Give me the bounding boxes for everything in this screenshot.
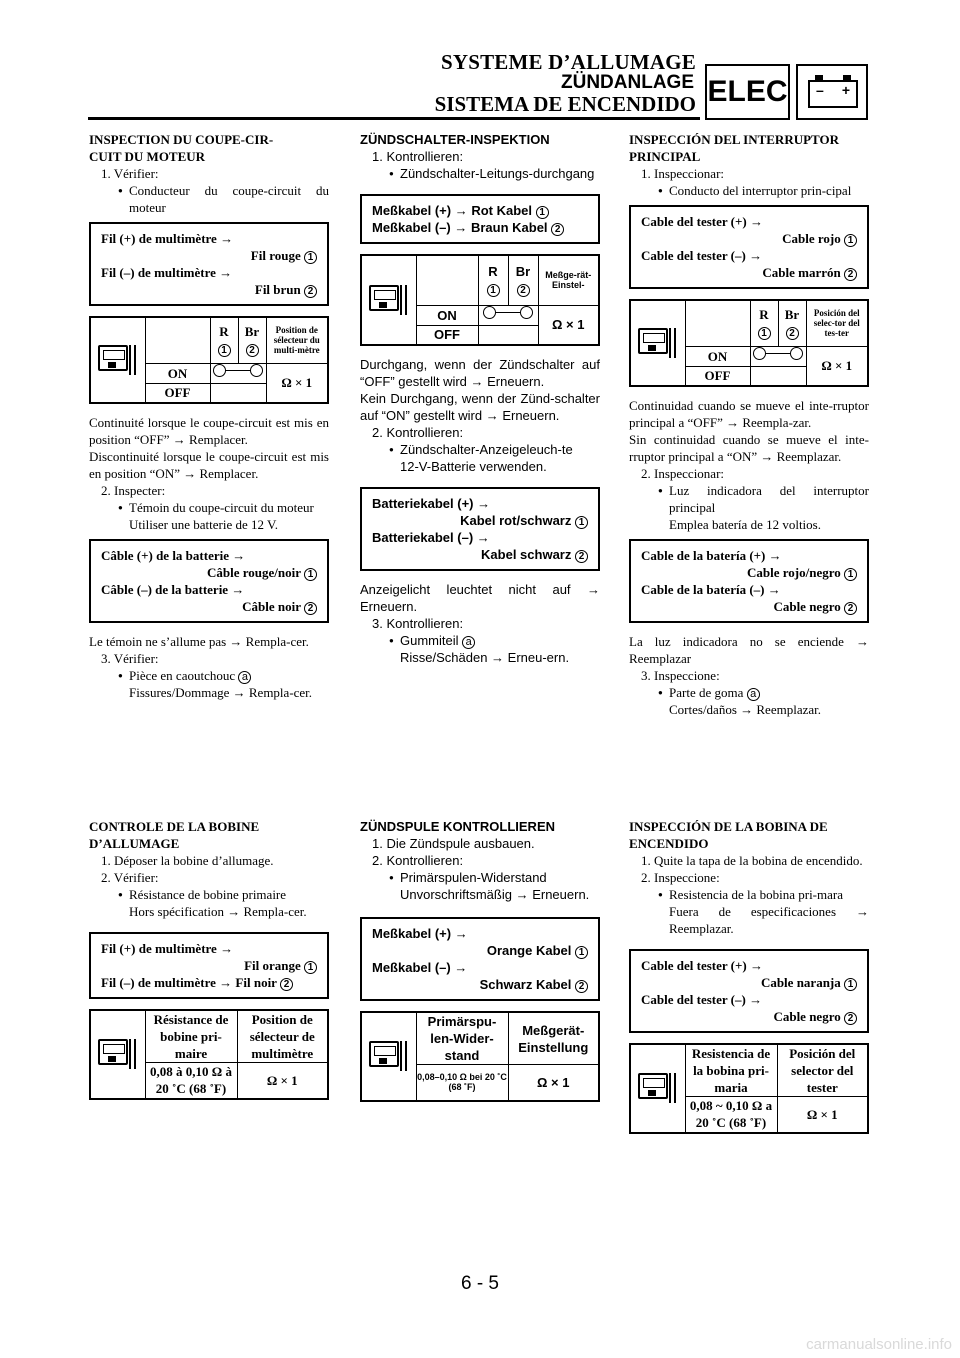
paragraph: La luz indicadora no se enciende → Reemplazar <box>629 634 869 666</box>
bullet-subtext: Utiliser une batterie de 12 V. <box>129 517 278 532</box>
step: 3. Kontrollieren: <box>372 616 464 631</box>
wire-connection-box: Cable de la batería (+) → Cable rojo/negro 1 Cable de la batería (–) → Cable negro 2 <box>629 539 869 623</box>
paragraph: Sin continuidad cuando se mueve el inte-rruptor principal a “ON” → Reemplazar. <box>629 432 869 464</box>
multimeter-icon <box>361 1012 416 1101</box>
section-title: ENCENDIDO <box>629 836 709 851</box>
section-title: INSPECTION DU COUPE-CIR- <box>89 132 274 147</box>
bullet-subtext: 12-V-Batterie verwenden. <box>400 459 547 474</box>
bullet-subtext: Fissures/Dommage → Rempla-cer. <box>129 685 313 700</box>
header-rule <box>88 117 700 120</box>
bullet-item: ● Luz indicadora del interruptor principal <box>629 482 869 516</box>
continuity-table: R 1 Br 2 Meßge-rät-Einstel- ON Ω × 1 OFF <box>360 254 600 346</box>
section-de-ignition-coil <box>360 818 600 1112</box>
step: 2. Inspeccionar: <box>641 466 725 481</box>
step: 1. Inspeccionar: <box>641 166 725 181</box>
wire-connection-box: Batteriekabel (+) → Kabel rot/schwarz 1 Batteriekabel (–) → Kabel schwarz 2 <box>360 487 600 571</box>
wire-connection-box: Fil (+) de multimètre → Fil rouge 1 Fil (–) de multimètre → Fil brun 2 <box>89 222 329 306</box>
step: 1. Kontrollieren: <box>372 149 464 164</box>
step: 1. Quite la tapa de la bobina de encendido. <box>641 853 863 868</box>
bullet-subtext: Emplea batería de 12 voltios. <box>669 517 821 532</box>
section-title: D’ALLUMAGE <box>89 836 180 851</box>
bullet-item: ● Témoin du coupe-circuit du moteur <box>89 499 329 516</box>
multimeter-icon <box>630 1044 685 1133</box>
bullet-subtext: Risse/Schäden → Erneu-ern. <box>400 650 570 665</box>
battery-icon: – + <box>808 80 858 108</box>
bullet-item: ● Conducto del interruptor prin-cipal <box>629 182 869 199</box>
section-de-ignition-switch <box>360 131 600 666</box>
multimeter-icon <box>90 317 145 403</box>
bullet-item: ● Conducteur du coupe-circuit du moteur <box>89 182 329 216</box>
section-title: ZÜNDSPULE KONTROLLIEREN <box>360 819 555 834</box>
wire-connection-box: Cable del tester (+) → Cable naranja 1 Cable del tester (–) → Cable negro 2 <box>629 949 869 1033</box>
section-title: PRINCIPAL <box>629 149 701 164</box>
header-title-de: ZÜNDANLAGE <box>561 72 694 93</box>
bullet-subtext: Cortes/daños → Reemplazar. <box>669 702 821 717</box>
header-title-es: SISTEMA DE ENCENDIDO <box>434 92 696 116</box>
paragraph: Kein Durchgang, wenn der Zünd-schalter auf “ON” gestellt wird → Erneuern. <box>360 391 600 423</box>
bullet-subtext: Fuera de especificaciones → Reemplazar. <box>669 904 869 936</box>
bullet-subtext: Hors spécification → Rempla-cer. <box>129 904 307 919</box>
wire-connection-box: Cable del tester (+) → Cable rojo 1 Cable del tester (–) → Cable marrón 2 <box>629 205 869 289</box>
section-fr-engine-stop-switch <box>89 131 329 701</box>
bullet-item: ● Parte de goma a <box>629 684 869 701</box>
step: 2. Inspeccione: <box>641 870 720 885</box>
multimeter-icon <box>630 300 685 386</box>
section-title: INSPECCIÓN DE LA BOBINA DE <box>629 819 828 834</box>
bullet-item: ● Zündschalter-Leitungs-durchgang <box>360 165 600 182</box>
connection-symbol <box>483 306 533 320</box>
step: 2. Kontrollieren: <box>372 425 464 440</box>
section-title: INSPECCIÓN DEL INTERRUPTOR <box>629 132 839 147</box>
paragraph: Durchgang, wenn der Zündschalter auf “OFF” gestellt wird → Erneuern. <box>360 357 600 389</box>
step: 2. Vérifier: <box>101 870 159 885</box>
step: 3. Vérifier: <box>101 651 159 666</box>
section-es-main-switch <box>629 131 869 718</box>
battery-badge <box>796 64 868 120</box>
wire-connection-box: Meßkabel (+) → Orange Kabel 1 Meßkabel (–) → Schwarz Kabel 2 <box>360 917 600 1001</box>
paragraph: Discontinuité lorsque le coupe-circuit est mis en position “ON” → Remplacer. <box>89 449 329 481</box>
paragraph: Continuidad cuando se mueve el inte-rruptor principal a “OFF” → Reempla-zar. <box>629 398 869 430</box>
resistance-table: Résistance de bobine pri-maire Position de sélecteur de multimètre 0,08 à 0,10 Ω à 20 ˚C (68 ˚F) Ω × 1 <box>89 1009 329 1100</box>
section-code-badge: ELEC <box>705 64 790 120</box>
multimeter-icon <box>361 255 416 345</box>
bullet-item: ● Résistance de bobine primaire <box>89 886 329 903</box>
step: 1. Déposer la bobine d’allumage. <box>101 853 274 868</box>
section-title: ZÜNDSCHALTER-INSPEKTION <box>360 132 550 147</box>
resistance-table: Primärspu-len-Wider-stand Meßgerät-Einstellung 0,08–0,10 Ω bei 20 ˚C (68 ˚F) Ω × 1 <box>360 1011 600 1102</box>
section-title: CONTROLE DE LA BOBINE <box>89 819 260 834</box>
step: 1. Die Zündspule ausbauen. <box>372 836 535 851</box>
page-header <box>0 0 960 120</box>
step: 3. Inspeccione: <box>641 668 720 683</box>
paragraph: Continuité lorsque le coupe-circuit est mis en position “OFF” → Remplacer. <box>89 415 329 447</box>
connection-symbol <box>213 364 263 378</box>
watermark: carmanualsonline.info <box>806 1336 952 1353</box>
continuity-table: R 1 Br 2 Position de sélecteur du multi-mètre ON Ω × 1 OFF <box>89 316 329 404</box>
header-title-fr: SYSTEME D’ALLUMAGE <box>440 50 696 74</box>
page-number: 6 - 5 <box>460 1273 500 1294</box>
section-es-ignition-coil <box>629 818 869 1144</box>
step: 2. Kontrollieren: <box>372 853 464 868</box>
step: 1. Vérifier: <box>101 166 159 181</box>
multimeter-icon <box>90 1010 145 1099</box>
section-fr-ignition-coil <box>89 818 329 1110</box>
bullet-item: ● Pièce en caoutchouc a <box>89 667 329 684</box>
bullet-item: ● Zündschalter-Anzeigeleuch-te <box>360 441 600 458</box>
resistance-table: Resistencia de la bobina pri-maria Posición del selector del tester 0,08 ~ 0,10 Ω a 20 ˚C (68 ˚F) Ω × 1 <box>629 1043 869 1134</box>
wire-connection-box: Câble (+) de la batterie → Câble rouge/noir 1 Câble (–) de la batterie → Câble noir 2 <box>89 539 329 623</box>
paragraph: Anzeigelicht leuchtet nicht auf → Erneuern. <box>360 582 600 614</box>
wire-connection-box: Fil (+) de multimètre → Fil orange 1 Fil (–) de multimètre → Fil noir 2 <box>89 932 329 999</box>
continuity-table: R 1 Br 2 Posición del selec-tor del tes-ter ON Ω × 1 OFF <box>629 299 869 387</box>
step: 2. Inspecter: <box>101 483 166 498</box>
bullet-item: ● Gummiteil a <box>360 632 600 649</box>
bullet-subtext: Unvorschriftsmäßig → Erneuern. <box>400 887 590 902</box>
connection-symbol <box>753 347 803 361</box>
section-title: CUIT DU MOTEUR <box>89 149 206 164</box>
wire-connection-box: Meßkabel (+) → Rot Kabel 1 Meßkabel (–) → Braun Kabel 2 <box>360 194 600 244</box>
paragraph: Le témoin ne s’allume pas → Rempla-cer. <box>89 634 309 649</box>
bullet-item: ● Resistencia de la bobina pri-mara <box>629 886 869 903</box>
bullet-item: ● Primärspulen-Widerstand <box>360 869 600 886</box>
